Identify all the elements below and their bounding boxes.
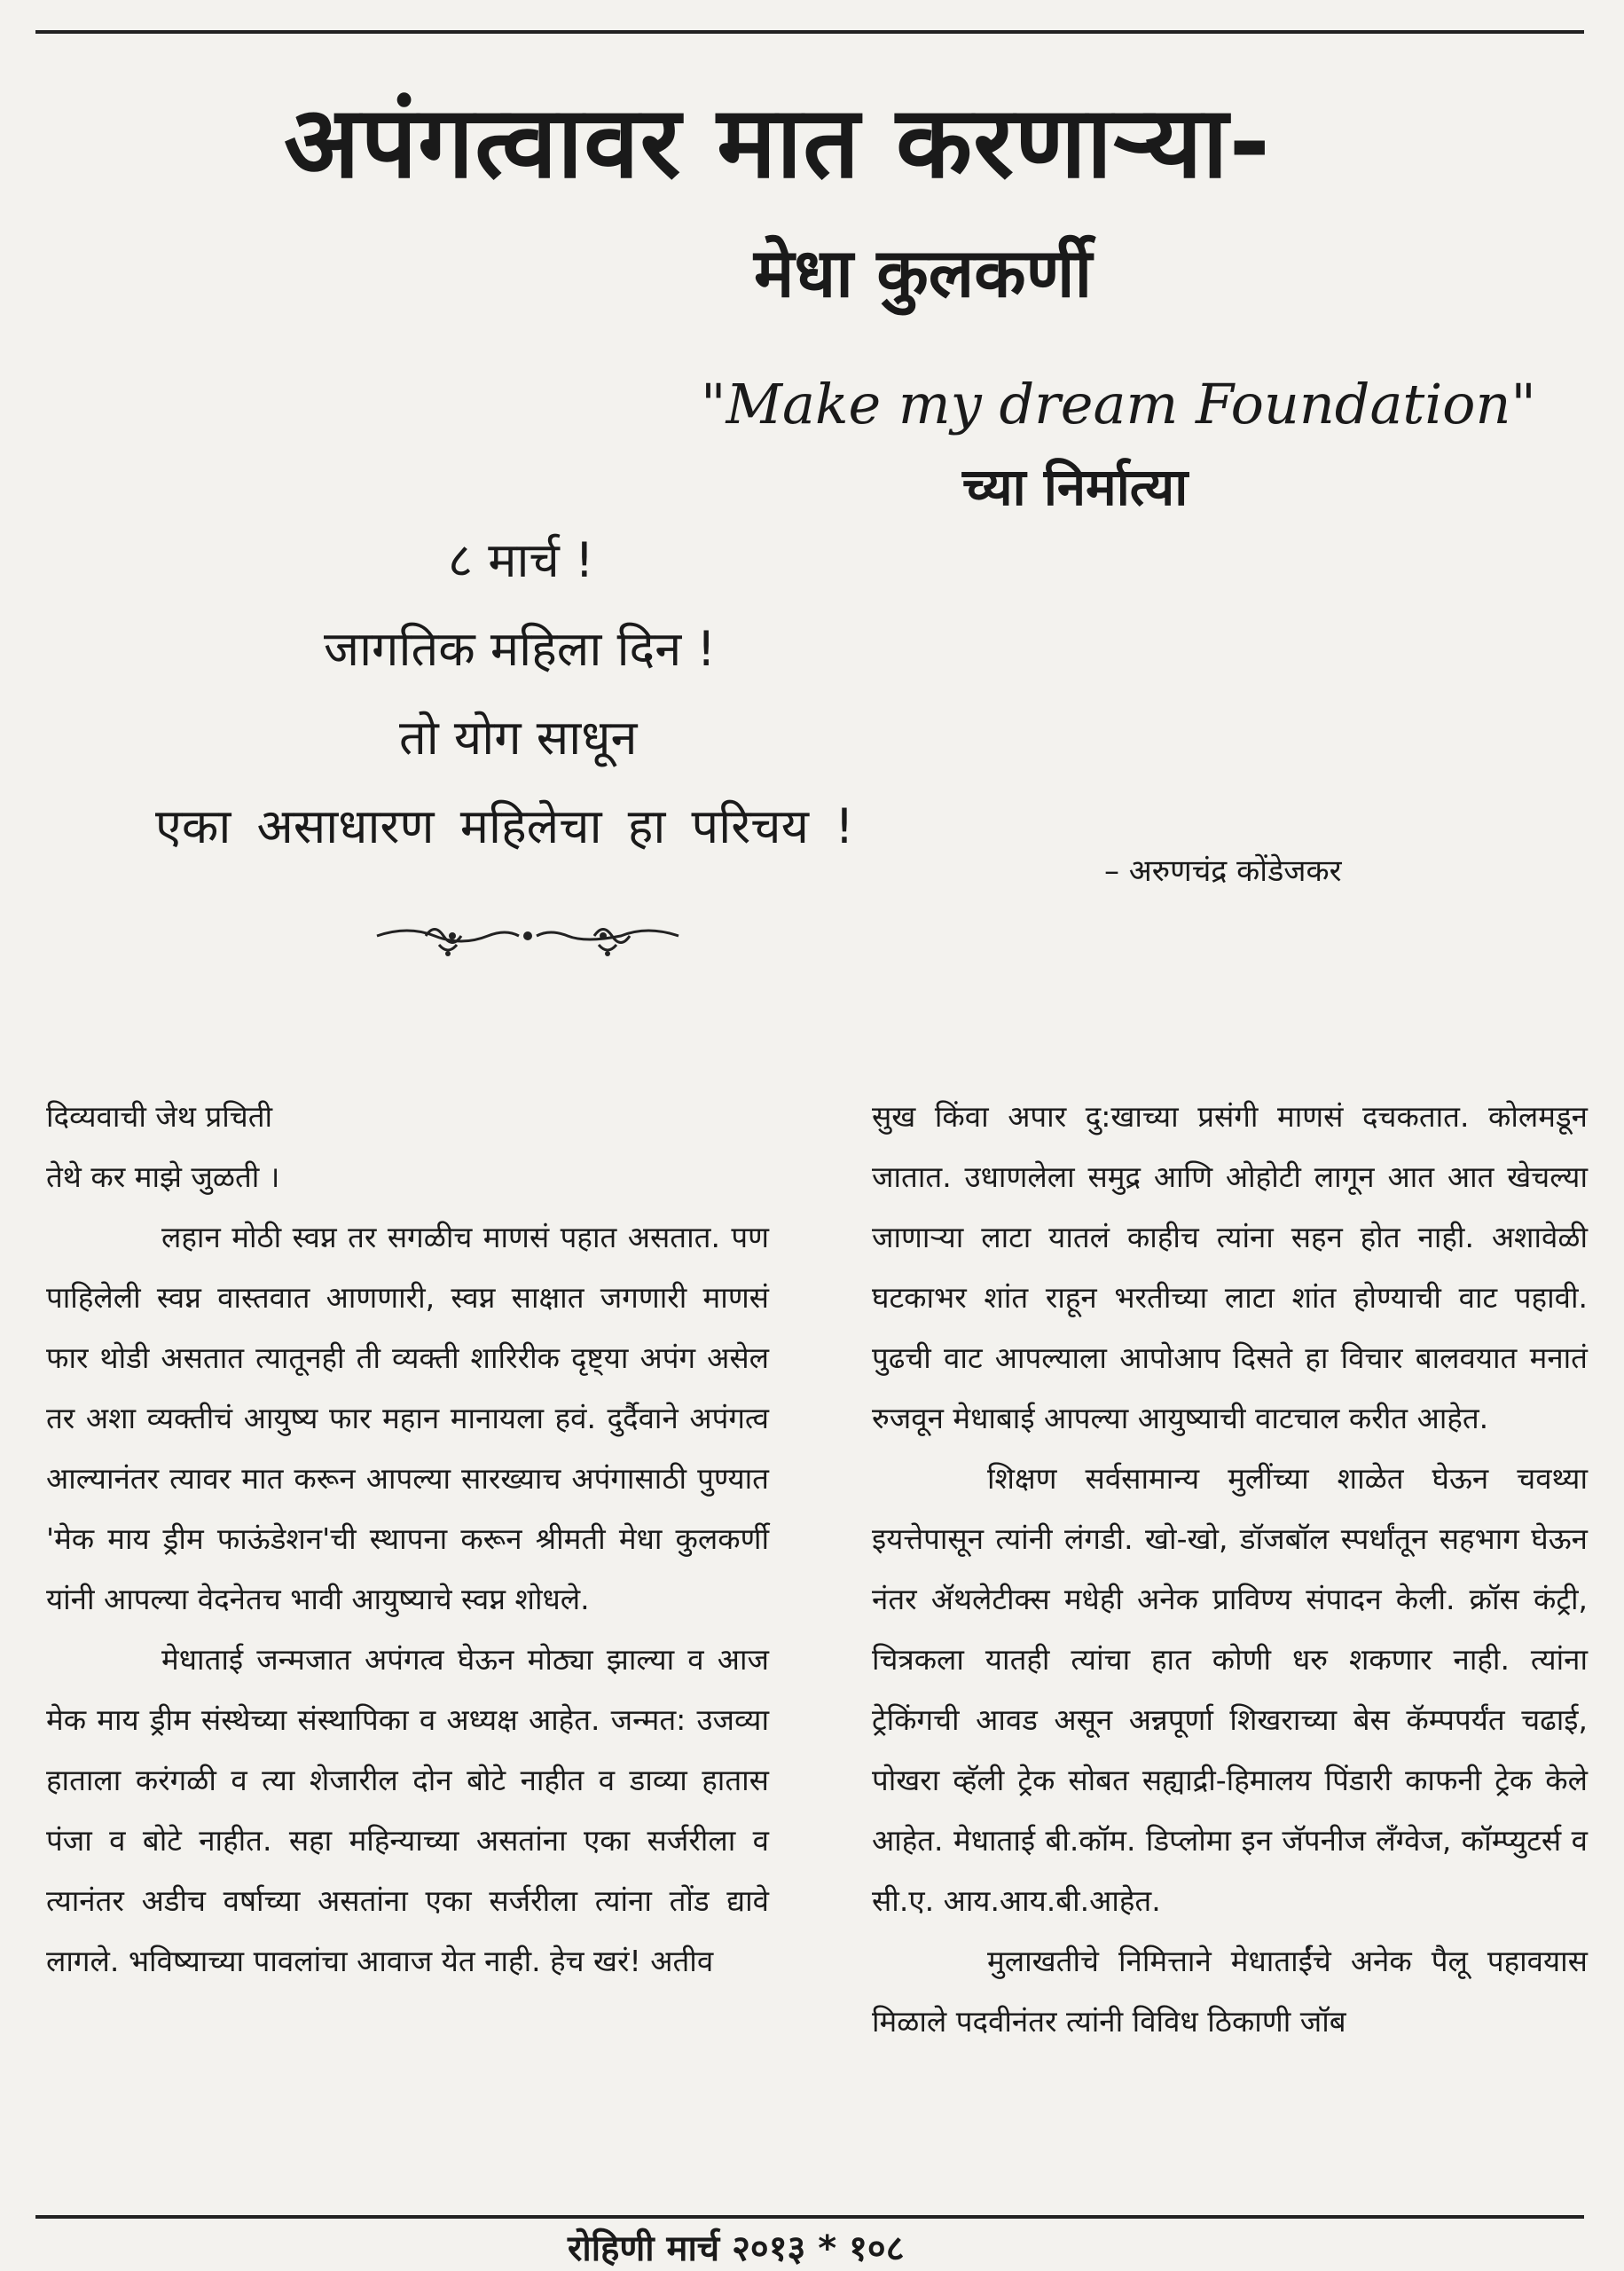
page-footer: रोहिणी मार्च २०१३ * १०८ <box>568 2228 905 2269</box>
ornament-divider-icon <box>373 909 683 963</box>
right-paragraph-3: मुलाखतीचे निमित्ताने मेधाताईंचे अनेक पैलू पहावयास मिळाले पदवीनंतर त्यांनी विविध ठिकाणी जॉब <box>872 1944 1588 2039</box>
intro-line-1: ८ मार्च ! <box>448 532 594 588</box>
article-title: अपंगत्वावर मात करणाऱ्या- <box>284 85 1271 200</box>
intro-line-2: जागतिक महिला दिन ! <box>324 621 717 677</box>
foundation-name: "Make my dream Foundation" <box>701 372 1536 436</box>
intro-line-3: तो योग साधून <box>399 710 638 766</box>
bottom-rule <box>35 2215 1584 2219</box>
verse-line-2: तेथे कर माझे जुळती । <box>46 1159 280 1194</box>
left-paragraph-1: लहान मोठी स्वप्न तर सगळीच माणसं पहात असतात. पण पाहिलेली स्वप्न वास्तवात आणणारी, स्वप्न साक्षात जगणारी माणसं फार थोडी असतात त्यातूनही ती व्यक्ती शारिरीक दृष्ट्या अपंग असेल तर अशा व्यक्तीचं आयुष्य फार महान मानायला हवं. दुर्दैवाने अपंगत्व आल्यानंतर त्यावर मात करून आपल्या सारख्याच अपंगासाठी पुण्यात 'मेक माय ड्रीम फाऊंडेशन'ची स्थापना करून श्रीमती मेधा कुलकर्णी यांनी आपल्या वेदनेतच भावी आयुष्याचे स्वप्न शोधले. <box>46 1220 769 1616</box>
right-paragraph-1: सुख किंवा अपार दु:खाच्या प्रसंगी माणसं दचकतात. कोलमडून जातात. उधाणलेला समुद्र आणि ओहोटी लागून आत आत खेचल्या जाणाऱ्या लाटा यातलं काहीच त्यांना सहन होत नाही. अशावेळी घटकाभर शांत राहून भरतीच्या लाटा शांत होण्याची वाट पहावी. पुढची वाट आपल्याला आपोआप दिसते हा विचार बालवयात मनातं रुजवून मेधाबाई आपल्या आयुष्याची वाटचाल करीत आहेत. <box>872 1099 1588 1435</box>
author-byline: – अरुणचंद्र कोंडेजकर <box>1104 853 1342 889</box>
makers-line: च्या निर्मात्या <box>962 457 1189 517</box>
intro-line-4: एका असाधारण महिलेचा हा परिचय ! <box>155 798 854 854</box>
right-column <box>872 1087 1588 2125</box>
verse-line-1: दिव्यवाची जेथ प्रचिती <box>46 1099 273 1134</box>
right-paragraph-2: शिक्षण सर्वसामान्य मुलींच्या शाळेत घेऊन चवथ्या इयत्तेपासून त्यांनी लंगडी. खो-खो, डॉजबॉल स्पर्धांतून सहभाग घेऊन नंतर ॲथलेटीक्स मधेही अनेक प्राविण्य संपादन केली. क्रॉस कंट्री, चित्रकला यातही त्यांचा हात कोणी धरु शकणार नाही. त्यांना ट्रेकिंगची आवड असून अन्नपूर्णा शिखराच्या बेस कॅम्पपर्यंत चढाई, पोखरा व्हॅली ट्रेक सोबत सह्याद्री-हिमालय पिंडारी काफनी ट्रेक केले आहेत. मेधाताई बी.कॉम. डिप्लोमा इन जॅपनीज लँग्वेज, कॉम्प्युटर्स व सी.ए. आय.आय.बी.आहेत. <box>872 1461 1588 1918</box>
left-paragraph-2: मेधाताई जन्मजात अपंगत्व घेऊन मोठ्या झाल्या व आज मेक माय ड्रीम संस्थेच्या संस्थापिका व अध्यक्ष आहेत. जन्मत: उजव्या हाताला करंगळी व त्या शेजारील दोन बोटे नाहीत व डाव्या हातास पंजा व बोटे नाहीत. सहा महिन्याच्या असतांना एका सर्जरीला व त्यानंतर अडीच वर्षाच्या असतांना एका सर्जरीला त्यांना तोंड द्यावे लागले. भविष्याच्या पावलांचा आवाज येत नाही. हेच खरं! अतीव <box>46 1642 769 1978</box>
top-rule <box>35 30 1584 34</box>
left-column <box>46 1087 769 2125</box>
article-subtitle: मेधा कुलकर्णी <box>754 233 1093 312</box>
